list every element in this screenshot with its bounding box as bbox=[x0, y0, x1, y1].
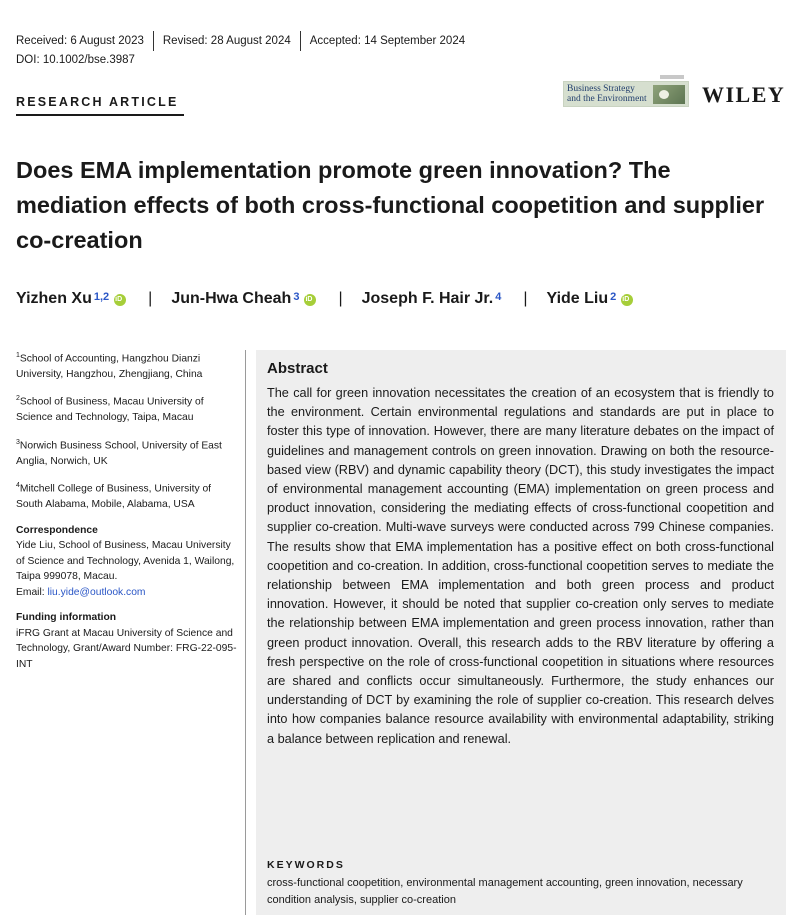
publisher-logo[interactable]: WILEY bbox=[702, 82, 786, 107]
abstract-text: The call for green innovation necessitates the creation of an ecosystem that is friendly to the environment. Certain environmental regulations and standards are put in place to foster this type of innovation. However, there are many literature debates on the impact of guidelines and management controls on green innovation. Drawing on both the resource-based view (RBV) and dynamic capability theory (DCT), this study investigates the impact of environmental management accounting (EMA) implementation on green process and product innovation, considering the mediating effects of cross-functional coopetition and supplier co-creation. Multi-wave surveys were conducted across 799 Chinese companies. The results show that EMA implementation has a positive effect on both cross-functional coopetition and co-creation. In addition, cross-functional coopetition serves to mediate the relationship between EMA implementation and both green process and product innovation. However, it should be noted that supplier co-creation only serves to mediate the relationship between EMA implementation and green process innovation, rather than green product innovation. Overall, this research adds to the RBV literature by offering a fresh perspective on the role of cross-functional coopetition in situations where resources are shared and conflicts occur simultaneously. Furthermore, the study enhances our understanding of DCT by examining the role of supplier co-creation. This research delves into how companies balance resource availability with environmental adaptability, striking a balance between replication and renewal. bbox=[267, 386, 774, 746]
correspondence-text bbox=[16, 538, 238, 600]
email-link[interactable]: liu.yide@outlook.com bbox=[47, 586, 146, 598]
affiliation bbox=[16, 435, 238, 469]
journal-logo-image bbox=[653, 85, 685, 104]
revised-date: Revised: 28 August 2024 bbox=[162, 35, 291, 47]
affiliation-text: School of Business, Macau University of Science and Technology, Taipa, Macau bbox=[16, 396, 204, 424]
journal-logo-line2: and the Environment bbox=[567, 94, 647, 104]
affiliation bbox=[16, 478, 238, 512]
keywords-text: cross-functional coopetition, environmental management accounting, green innovation, necessary condition analysis, supplier co-creation bbox=[267, 877, 743, 906]
journal-logo-tag bbox=[660, 75, 684, 79]
doi[interactable]: DOI: 10.1002/bse.3987 bbox=[16, 54, 135, 66]
keywords-heading: KEYWORDS bbox=[267, 859, 345, 871]
affiliation-text: School of Accounting, Hangzhou Dianzi University, Hangzhou, Zhengjiang, China bbox=[16, 353, 203, 380]
article-title: Does EMA implementation promote green innovation? The mediation effects of both cross-functional coopetition and supplier co-creation bbox=[16, 157, 765, 253]
funding-heading: Funding information bbox=[16, 612, 117, 624]
author-affiliation-ref[interactable]: 1,2 bbox=[93, 291, 110, 303]
accepted-date: Accepted: 14 September 2024 bbox=[309, 35, 466, 47]
received-date: Received: 6 August 2023 bbox=[16, 35, 144, 47]
email-label: Email: bbox=[16, 586, 48, 598]
abstract-heading: Abstract bbox=[267, 360, 328, 377]
journal-logo[interactable] bbox=[563, 81, 689, 107]
affiliation bbox=[16, 391, 238, 425]
affiliation-number: 4 bbox=[16, 482, 20, 490]
affiliation-number: 2 bbox=[16, 395, 20, 403]
orcid-icon[interactable] bbox=[621, 294, 633, 306]
author-name[interactable]: Joseph F. Hair Jr. bbox=[361, 290, 494, 307]
history-dates bbox=[16, 31, 474, 51]
author-name[interactable]: Yide Liu bbox=[546, 290, 609, 307]
author-name[interactable]: Jun-Hwa Cheah bbox=[171, 290, 292, 307]
author-separator: | bbox=[338, 290, 343, 307]
column-divider bbox=[245, 350, 246, 915]
article-type-underline bbox=[16, 114, 184, 116]
author-separator: | bbox=[523, 290, 528, 307]
affiliation-text: Mitchell College of Business, University of South Alabama, Mobile, Alabama, USA bbox=[16, 483, 212, 511]
affiliation-number: 1 bbox=[16, 352, 20, 359]
affiliation-number: 3 bbox=[16, 438, 20, 446]
orcid-icon[interactable] bbox=[114, 294, 126, 306]
affiliation-text: Norwich Business School, University of East Anglia, Norwich, UK bbox=[16, 440, 222, 467]
correspondence-address: Yide Liu, School of Business, Macau University of Science and Technology, Avenida 1, Wailong, Taipa 999078, Macau. bbox=[16, 540, 235, 583]
funding-text: iFRG Grant at Macau University of Science and Technology, Grant/Award Number: FRG-22-095-INT bbox=[16, 627, 237, 670]
orcid-icon[interactable] bbox=[304, 294, 316, 306]
affiliation bbox=[16, 348, 238, 382]
author-separator: | bbox=[148, 290, 153, 307]
correspondence-heading: Correspondence bbox=[16, 524, 98, 536]
author-list bbox=[16, 290, 633, 308]
article-type: RESEARCH ARTICLE bbox=[16, 95, 179, 109]
journal-logo-line1: Business Strategy bbox=[567, 84, 635, 94]
article-info-column bbox=[16, 348, 238, 672]
author-affiliation-ref[interactable]: 4 bbox=[495, 291, 502, 303]
author-affiliation-ref[interactable]: 2 bbox=[610, 291, 617, 303]
author-affiliation-ref[interactable]: 3 bbox=[293, 291, 300, 303]
author-name[interactable]: Yizhen Xu bbox=[16, 290, 92, 307]
